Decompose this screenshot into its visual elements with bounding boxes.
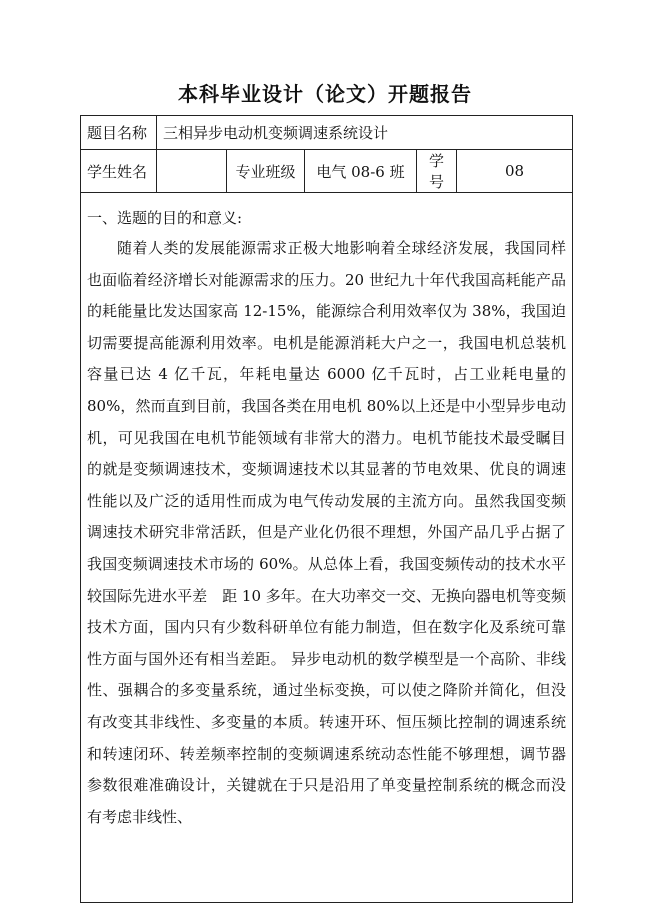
report-form-table [80, 115, 573, 903]
topic-value: 三相异步电动机变频调速系统设计 [157, 116, 573, 150]
student-id-label: 学号 [417, 150, 457, 193]
section-1-heading: 一、选题的目的和意义: [87, 209, 243, 227]
major-class-value: 电气 08-6 班 [305, 150, 417, 193]
section-1-cell [81, 193, 573, 903]
section-1-body: 随着人类的发展能源需求正极大地影响着全球经济发展，我国同样也面临着经济增长对能源需求的压力。20 世纪九十年代我国高耗能产品的耗能量比发达国家高 12-15%，能源综合利用效率仅为 38%，我国迫切需要提高能源利用效率。电机是能源消耗大户之一，我国电机总装机容量已达 4 亿千瓦，年耗电量达 6000 亿千瓦时，占工业耗电量的 80%，然而直到目前，我国各类在用电机 80%以上还是中小型异步电动机，可见我国在电机节能领域有非常大的潜力。电机节能技术最受瞩目的就是变频调速技术，变频调速技术以其显著的节电效果、优良的调速性能以及广泛的适用性而成为电气传动发展的主流方向。虽然我国变频调速技术研究非常活跃，但是产业化仍很不理想，外国产品几乎占据了我国变频调速技术市场的 60%。从总体上看，我国变频传动的技术水平较国际先进水平差 距 10 多年。在大功率交一交、无换向器电机等变频技术方面，国内只有少数科研单位有能力制造，但在数字化及系统可靠性方面与国外还有相当差距。 异步电动机的数学模型是一个高阶、非线性、强耦合的多变量系统，通过坐标变换，可以使之降阶并简化，但没有改变其非线性、多变量的本质。转速开环、恒压频比控制的调速系统和转速闭环、转差频率控制的变频调速系统动态性能不够理想，调节器参数很难准确设计，关键就在于只是沿用了单变量控制系统的概念而没有考虑非线性、 [87, 239, 567, 826]
student-name-label: 学生姓名 [81, 150, 157, 193]
topic-label: 题目名称 [81, 116, 157, 150]
student-id-value: 08 [457, 150, 573, 193]
topic-row [81, 116, 573, 150]
section-row [81, 193, 573, 903]
student-name-value [157, 150, 227, 193]
major-class-label: 专业班级 [227, 150, 305, 193]
report-title: 本科毕业设计（论文）开题报告 [178, 82, 472, 106]
student-row [81, 150, 573, 193]
